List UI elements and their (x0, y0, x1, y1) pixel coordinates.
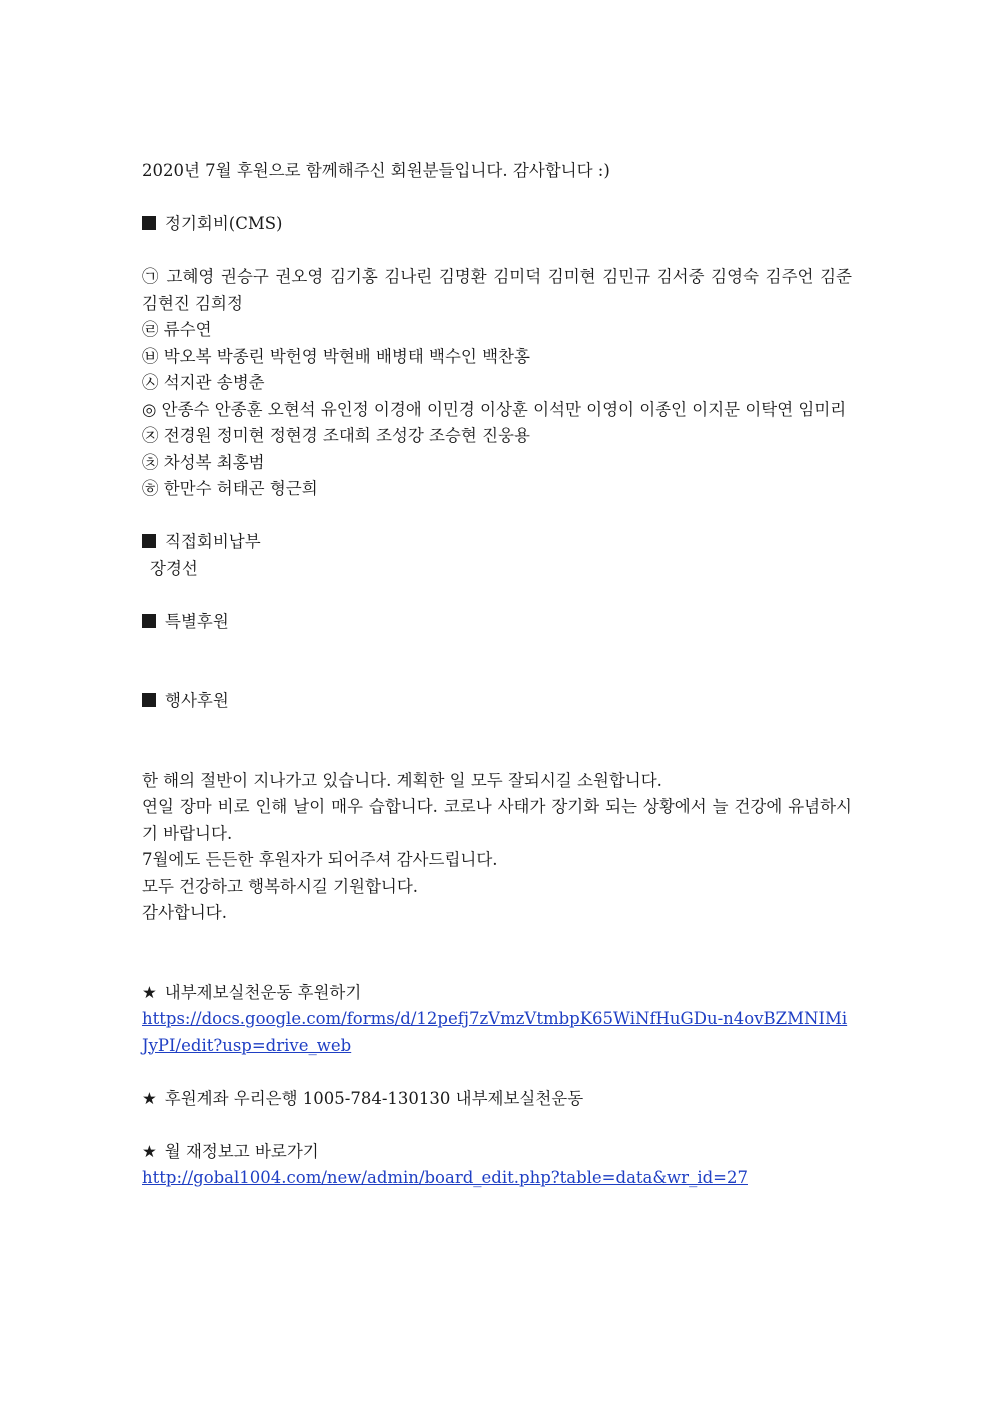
section-direct-title: 직접회비납부 (165, 532, 261, 551)
member-group: ㉨ 전경원 정미현 정현경 조대희 조성강 조승현 진웅용 (142, 426, 530, 445)
document-page (142, 158, 852, 1192)
member-group: ㉭ 한만수 허태곤 형근희 (142, 479, 318, 498)
section-cms-heading (142, 211, 852, 238)
message-line: 한 해의 절반이 지나가고 있습니다. 계획한 일 모두 잘되시길 소원합니다. (142, 770, 662, 790)
report-label: 월 재정보고 바로가기 (164, 1141, 319, 1161)
donate-label: 내부제보실천운동 후원하기 (164, 982, 362, 1002)
member-group: ㉠ 고혜영 권승구 권오영 김기홍 김나린 김명환 김미덕 김미현 김민규 김서중 김영숙 김주언 김준 김현진 김희정 (142, 267, 852, 313)
direct-member-names: 장경선 (150, 558, 198, 578)
section-cms-title: 정기회비(CMS) (165, 214, 283, 233)
report-link-row (142, 1165, 852, 1192)
black-square-icon (142, 693, 156, 707)
account-label: 후원계좌 우리은행 1005-784-130130 내부제보실천운동 (164, 1088, 584, 1108)
section-special-heading (142, 609, 852, 636)
member-group: ㉩ 차성복 최홍범 (142, 452, 265, 472)
star-icon: ★ (142, 1141, 157, 1161)
black-square-icon (142, 216, 156, 230)
message-line: 7월에도 든든한 후원자가 되어주셔 감사드립니다. (142, 850, 498, 869)
intro-text: 2020년 7월 후원으로 함께해주신 회원분들입니다. 감사합니다 :) (142, 161, 610, 180)
message-line: 연일 장마 비로 인해 날이 매우 습합니다. 코로나 사태가 장기화 되는 상황에서 늘 건강에 유념하시기 바랍니다. (142, 797, 852, 843)
report-heading (142, 1139, 852, 1166)
black-square-icon (142, 534, 156, 548)
black-square-icon (142, 614, 156, 628)
donate-form-link[interactable]: https://docs.google.com/forms/d/12pefj7zVmzVtmbpK65WiNfHuGDu-n4ovBZMNIMiJyPI/edit?usp=drive_web (142, 1009, 848, 1055)
member-list (142, 264, 852, 503)
member-group: ㉦ 석지관 송병춘 (142, 373, 265, 392)
star-icon: ★ (142, 982, 157, 1002)
finance-report-link[interactable]: http://gobal1004.com/new/admin/board_edit.php?table=data&wr_id=27 (142, 1168, 748, 1187)
member-group: ◎ 안종수 안종훈 오현석 유인정 이경애 이민경 이상훈 이석만 이영이 이종인 이지문 이탁연 임미리 (142, 399, 847, 419)
donate-heading (142, 980, 852, 1007)
star-icon: ★ (142, 1088, 157, 1108)
account-info (142, 1086, 852, 1113)
message-line: 감사합니다. (142, 903, 227, 922)
message-block (142, 768, 852, 927)
section-event-title: 행사후원 (165, 691, 229, 710)
member-group: ㉥ 박오복 박종린 박헌영 박현배 배병태 백수인 백찬홍 (142, 346, 530, 366)
donate-link-row (142, 1006, 852, 1059)
section-direct-heading (142, 529, 852, 556)
message-line: 모두 건강하고 행복하시길 기원합니다. (142, 876, 419, 896)
member-group: ㉣ 류수연 (142, 320, 212, 339)
section-special-title: 특별후원 (165, 611, 229, 631)
section-event-heading (142, 688, 852, 715)
